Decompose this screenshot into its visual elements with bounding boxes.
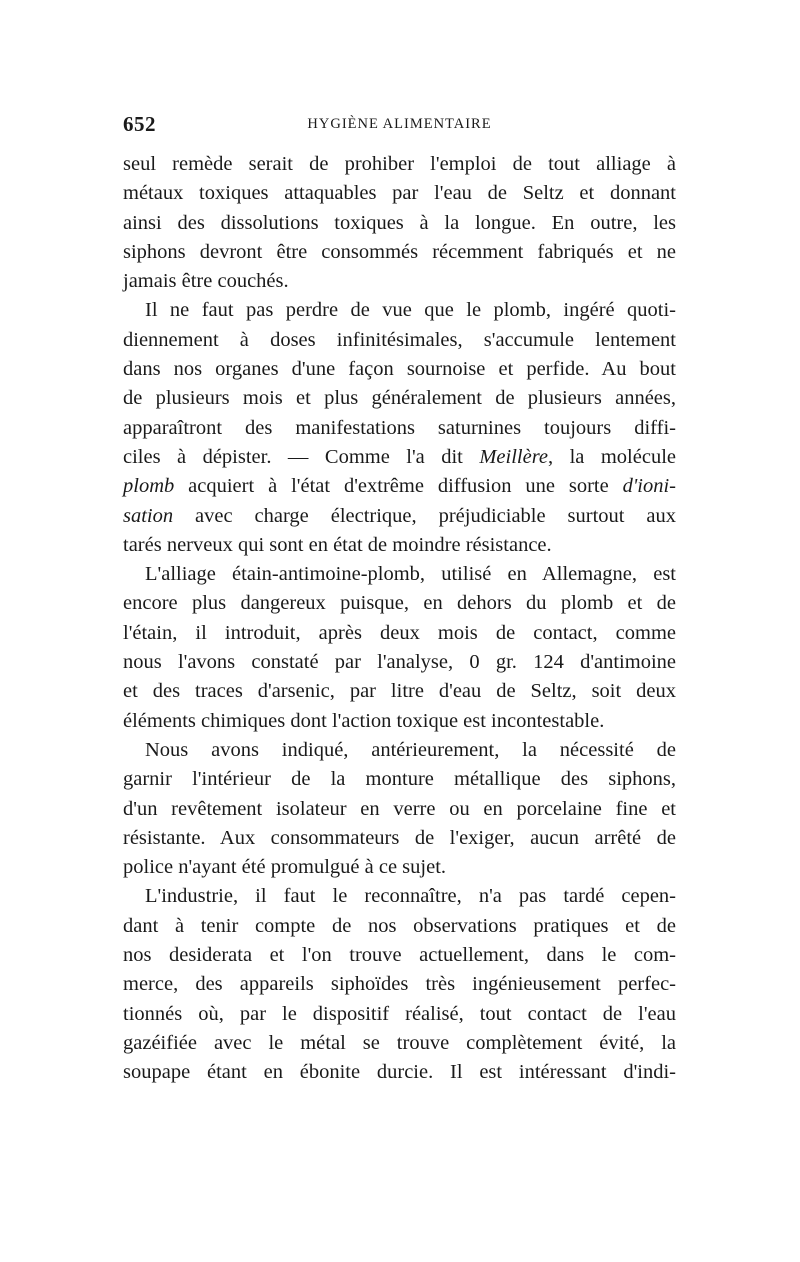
text-line: dans nos organes d'une façon sournoise et perfide. Au bout (123, 358, 676, 381)
text-line: L'alliage étain-antimoine-plomb, utilisé en Allemagne, est (145, 563, 676, 586)
text-line: tionnés où, par le dispositif réalisé, tout contact de l'eau (123, 1002, 676, 1025)
text-line: et des traces d'arsenic, par litre d'eau de Seltz, soit deux (123, 680, 676, 703)
text-line: nos desiderata et l'on trouve actuellement, dans le com- (123, 944, 676, 967)
italic-term: d'ioni- (622, 475, 676, 498)
text-line: ciles à dépister. — Comme l'a dit Meillère, la molécule (123, 445, 676, 468)
text-line: ainsi des dissolutions toxiques à la longue. En outre, les (123, 211, 676, 234)
text-line: métaux toxiques attaquables par l'eau de Seltz et donnant (123, 182, 676, 205)
author-name: Meillère (479, 445, 549, 468)
text-line: sation avec charge électrique, préjudiciable surtout aux (123, 504, 676, 527)
text-line: nous l'avons constaté par l'analyse, 0 gr. 124 d'antimoine (123, 651, 676, 674)
text-line: siphons devront être consommés récemment fabriqués et ne (123, 240, 676, 263)
text-line: tarés nerveux qui sont en état de moindre résistance. (123, 533, 552, 556)
text-line: diennement à doses infinitésimales, s'accumule lentement (123, 328, 676, 351)
text-line: Nous avons indiqué, antérieurement, la nécessité de (145, 738, 676, 761)
text-line: seul remède serait de prohiber l'emploi de tout alliage à (123, 153, 676, 175)
text-line: l'étain, il introduit, après deux mois de contact, comme (123, 621, 676, 644)
text-line: soupape étant en ébonite durcie. Il est intéressant d'indi- (123, 1061, 676, 1084)
text-line: encore plus dangereux puisque, en dehors du plomb et de (123, 592, 676, 615)
text-line: éléments chimiques dont l'action toxique est incontestable. (123, 709, 605, 732)
text-line: apparaîtront des manifestations saturnines toujours diffi- (123, 416, 676, 439)
page-number: 652 (123, 112, 156, 136)
running-title: HYGIÈNE ALIMENTAIRE (307, 116, 492, 132)
page-header (123, 112, 676, 140)
text-line: gazéifiée avec le métal se trouve complètement évité, la (123, 1031, 676, 1054)
text-line: Il ne faut pas perdre de vue que le plomb, ingéré quoti- (145, 299, 676, 322)
text-line: police n'ayant été promulgué à ce sujet. (123, 856, 447, 879)
italic-term: sation (123, 504, 174, 527)
text-line: L'industrie, il faut le reconnaître, n'a pas tardé cepen- (145, 885, 676, 908)
text-line: plomb acquiert à l'état d'extrême diffusion une sorte d'ioni- (123, 475, 676, 498)
text-line: merce, des appareils siphoïdes très ingénieusement perfec- (123, 973, 676, 996)
body-text (123, 150, 676, 1088)
text-line: dant à tenir compte de nos observations pratiques et de (123, 914, 676, 937)
italic-term: plomb (123, 475, 175, 498)
text-line: garnir l'intérieur de la monture métallique des siphons, (123, 768, 676, 791)
text-line: de plusieurs mois et plus généralement de plusieurs années, (123, 387, 676, 410)
text-line: jamais être couchés. (123, 270, 289, 293)
text-line: résistante. Aux consommateurs de l'exiger, aucun arrêté de (123, 826, 676, 849)
text-line: d'un revêtement isolateur en verre ou en porcelaine fine et (123, 797, 676, 820)
